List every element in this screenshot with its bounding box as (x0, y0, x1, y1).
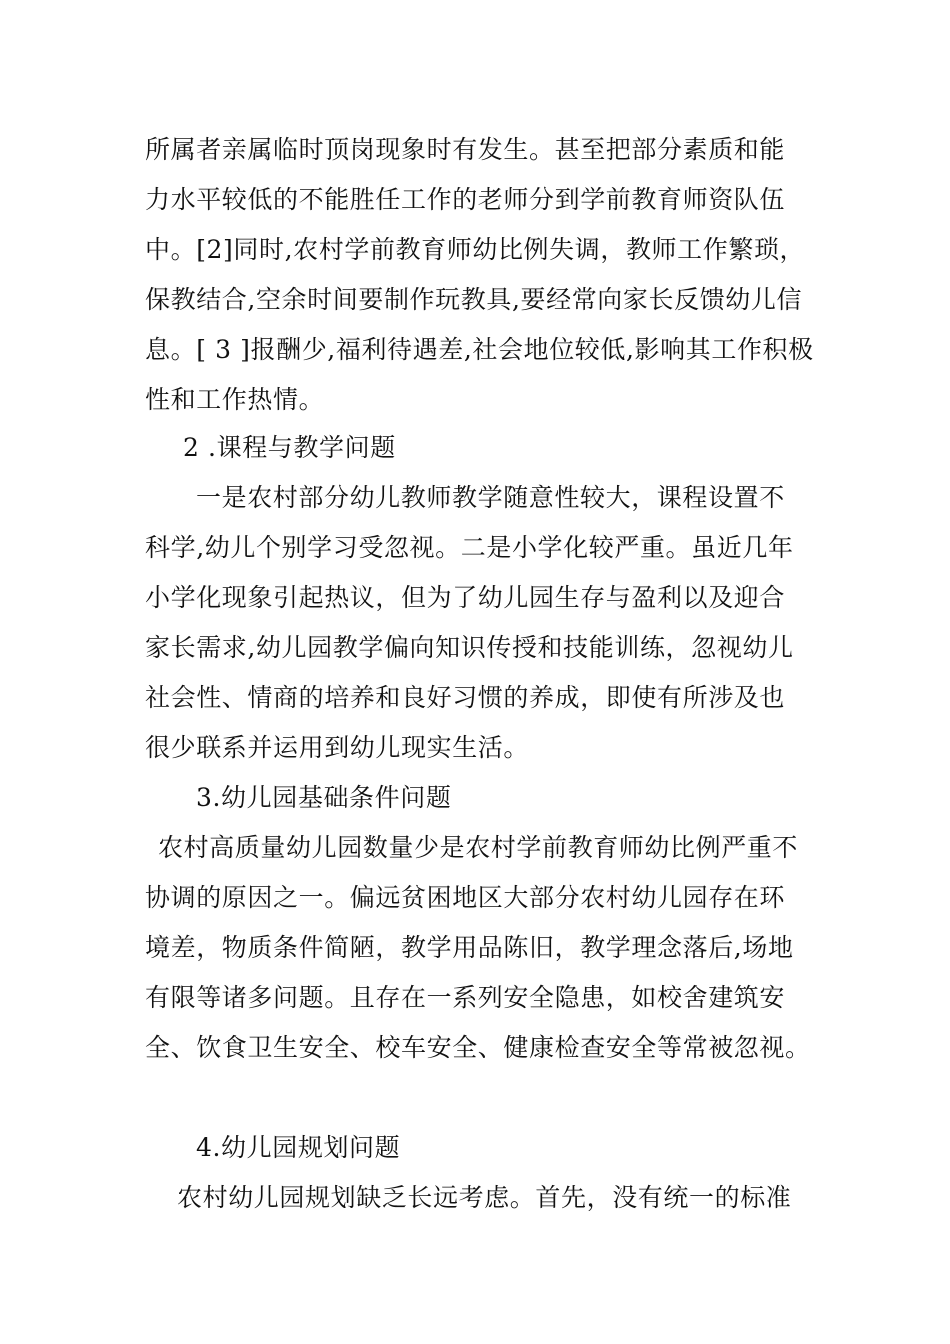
paragraph-line: 全、饮食卫生安全、校车安全、健康检查安全等常被忽视。 (145, 1033, 811, 1062)
paragraph-line: 所属者亲属临时顶岗现象时有发生。甚至把部分素质和能 (145, 135, 786, 164)
section-heading: 3.幼儿园基础条件问题 (196, 783, 452, 812)
paragraph-line: 境差，物质条件简陋，教学用品陈旧，教学理念落后,场地 (145, 933, 794, 962)
paragraph-line: 保教结合,空余时间要制作玩教具,要经常向家长反馈幼儿信 (145, 285, 803, 314)
paragraph-line: 力水平较低的不能胜任工作的老师分到学前教育师资队伍 (145, 185, 786, 214)
paragraph-line: 家长需求,幼儿园教学偏向知识传授和技能训练，忽视幼儿 (145, 633, 794, 662)
paragraph-line: 性和工作热情。 (145, 385, 325, 414)
paragraph-line: 协调的原因之一。偏远贫困地区大部分农村幼儿园存在环 (145, 883, 786, 912)
paragraph-line: 中。[2]同时,农村学前教育师幼比例失调，教师工作繁琐， (145, 235, 806, 264)
paragraph-line: 有限等诸多问题。且存在一系列安全隐患，如校舍建筑安 (145, 983, 786, 1012)
paragraph-line: 很少联系并运用到幼儿现实生活。 (145, 733, 530, 762)
paragraph-line: 小学化现象引起热议，但为了幼儿园生存与盈利以及迎合 (145, 583, 786, 612)
paragraph-line: 农村高质量幼儿园数量少是农村学前教育师幼比例严重不 (158, 833, 799, 862)
paragraph-line: 农村幼儿园规划缺乏长远考虑。首先，没有统一的标准 (177, 1183, 792, 1212)
section-heading: 4.幼儿园规划问题 (196, 1133, 401, 1162)
paragraph-line: 息。[ 3 ]报酬少,福利待遇差,社会地位较低,影响其工作积极 (145, 335, 814, 364)
paragraph-line: 科学,幼儿个别学习受忽视。二是小学化较严重。虽近几年 (145, 533, 794, 562)
section-heading: 2 .课程与教学问题 (183, 433, 396, 462)
paragraph-line: 社会性、情商的培养和良好习惯的养成，即使有所涉及也 (145, 683, 786, 712)
paragraph-line: 一是农村部分幼儿教师教学随意性较大，课程设置不 (196, 483, 785, 512)
